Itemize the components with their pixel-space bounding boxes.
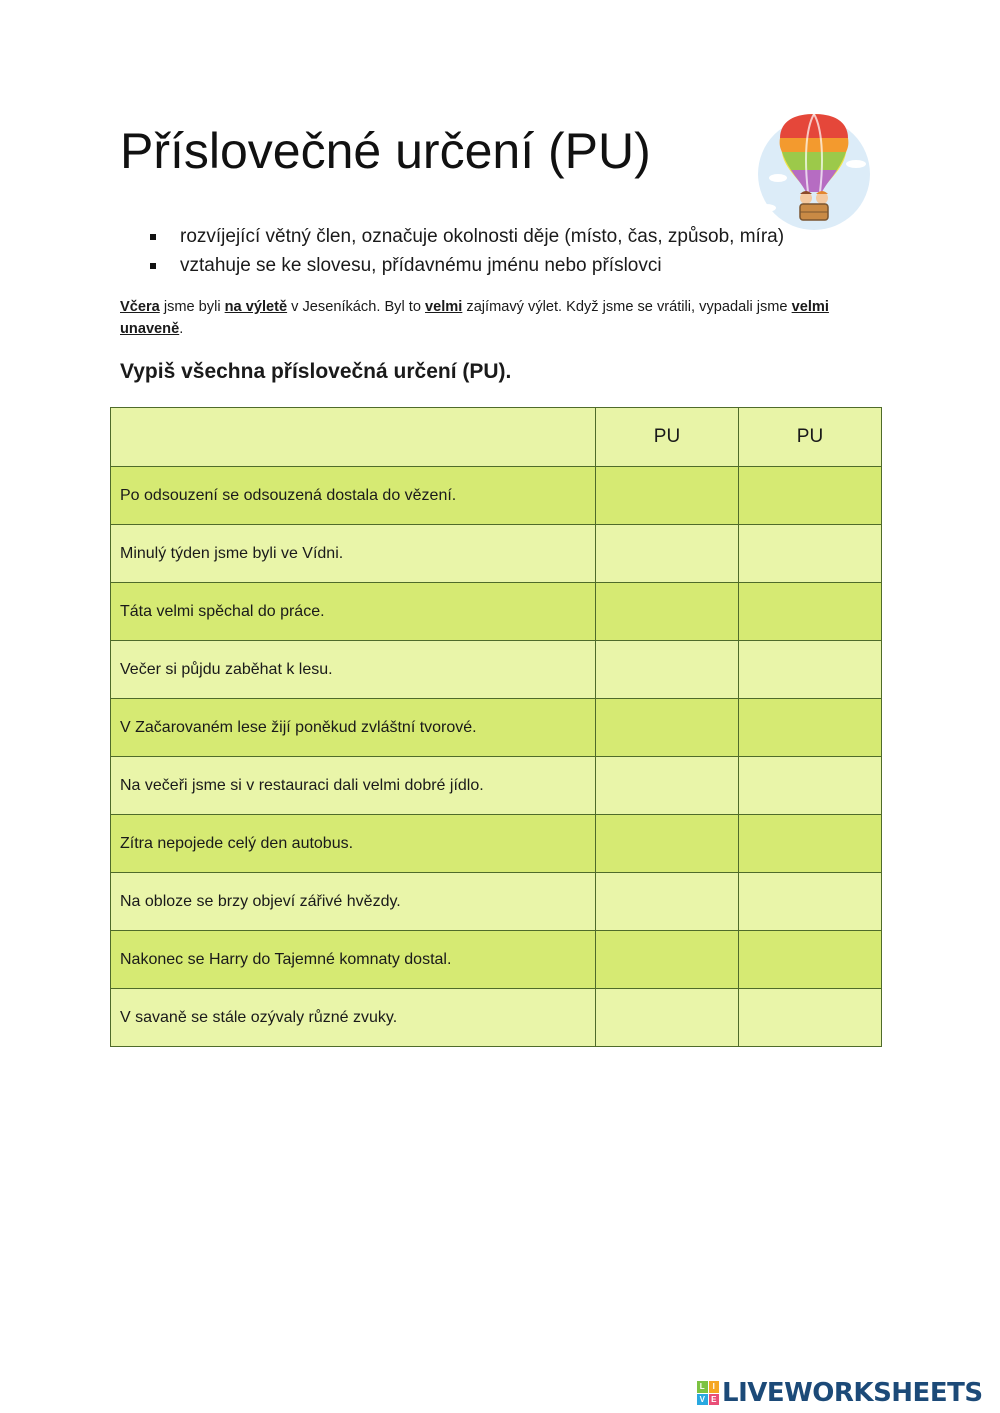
sentence-cell: Večer si půjdu zaběhat k lesu. [111, 641, 596, 699]
table-row [111, 467, 882, 525]
logo-letter: V [697, 1394, 708, 1406]
sentence-cell: Táta velmi spěchal do práce. [111, 583, 596, 641]
example-text: jsme byli [159, 299, 225, 315]
example-text: zajímavý výlet. Když jsme se vrátili, vypadali jsme [462, 299, 792, 315]
answer-cell[interactable] [739, 699, 882, 757]
example-sentence [120, 296, 890, 340]
answer-cell[interactable] [739, 467, 882, 525]
sentence-cell: V savaně se stále ozývaly různé zvuky. [111, 989, 596, 1047]
liveworksheets-logo [697, 1378, 983, 1408]
sentence-cell: Minulý týden jsme byli ve Vídni. [111, 525, 596, 583]
answer-cell[interactable] [596, 757, 739, 815]
table-row [111, 815, 882, 873]
table-header-row [111, 408, 882, 467]
logo-mark-icon [697, 1381, 719, 1405]
answer-cell[interactable] [596, 583, 739, 641]
answer-cell[interactable] [739, 873, 882, 931]
logo-letter: E [709, 1394, 720, 1406]
logo-letter: L [697, 1381, 708, 1393]
highlighted-word: velmi [791, 299, 829, 315]
header-cell-pu: PU [739, 408, 882, 467]
page-title: Příslovečné určení (PU) [120, 123, 651, 179]
task-heading: Vypiš všechna příslovečná určení (PU). [120, 360, 512, 383]
answer-cell[interactable] [596, 699, 739, 757]
highlighted-word: unaveně [120, 321, 180, 337]
answer-cell[interactable] [739, 583, 882, 641]
logo-letter: I [709, 1381, 720, 1393]
answer-cell[interactable] [596, 815, 739, 873]
table-row [111, 699, 882, 757]
table-row [111, 989, 882, 1047]
table-row [111, 525, 882, 583]
table-row [111, 931, 882, 989]
example-text: v Jeseníkách. Byl to [287, 299, 426, 315]
header-cell-pu: PU [596, 408, 739, 467]
sentence-cell: Zítra nepojede celý den autobus. [111, 815, 596, 873]
logo-text: LIVEWORKSHEETS [722, 1378, 983, 1408]
header-cell-empty [111, 408, 596, 467]
answer-cell[interactable] [739, 989, 882, 1047]
hot-air-balloon-icon [748, 108, 880, 230]
table-row [111, 641, 882, 699]
answer-cell[interactable] [596, 931, 739, 989]
answer-cell[interactable] [739, 757, 882, 815]
sentence-cell: Nakonec se Harry do Tajemné komnaty dostal. [111, 931, 596, 989]
answer-cell[interactable] [739, 641, 882, 699]
sentence-cell: V Začarovaném lese žijí poněkud zvláštní tvorové. [111, 699, 596, 757]
table-row [111, 583, 882, 641]
answer-cell[interactable] [739, 525, 882, 583]
answer-cell[interactable] [596, 467, 739, 525]
answer-cell[interactable] [596, 989, 739, 1047]
table-row [111, 757, 882, 815]
list-item: vztahuje se ke slovesu, přídavnému jménu nebo příslovci [146, 251, 784, 280]
answer-cell[interactable] [596, 873, 739, 931]
sentence-cell: Na večeři jsme si v restauraci dali velmi dobré jídlo. [111, 757, 596, 815]
sentence-cell: Na obloze se brzy objeví zářivé hvězdy. [111, 873, 596, 931]
example-text: . [179, 321, 184, 337]
sentence-cell: Po odsouzení se odsouzená dostala do vězení. [111, 467, 596, 525]
highlighted-word: Včera [120, 299, 160, 315]
answer-cell[interactable] [596, 525, 739, 583]
highlighted-word: velmi [425, 299, 463, 315]
highlighted-word: na výletě [224, 299, 288, 315]
table-row [111, 873, 882, 931]
answer-cell[interactable] [739, 931, 882, 989]
answer-cell[interactable] [739, 815, 882, 873]
list-item: rozvíjející větný člen, označuje okolnosti děje (místo, čas, způsob, míra) [146, 222, 784, 251]
definition-list [146, 222, 784, 280]
exercise-table [110, 407, 882, 1047]
answer-cell[interactable] [596, 641, 739, 699]
